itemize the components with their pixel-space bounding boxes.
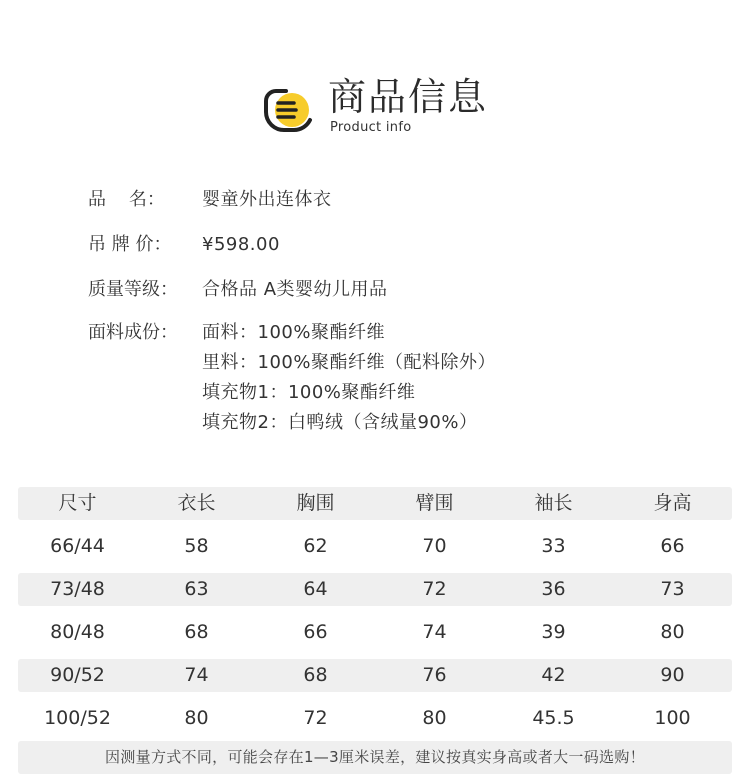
table-cell: 66 (303, 621, 328, 643)
table-cell: 74 (184, 664, 209, 686)
table-cell: 74 (422, 621, 447, 643)
table-cell: 66 (660, 535, 685, 557)
table-cell: 90 (660, 664, 685, 686)
table-cell: 100 (654, 707, 691, 729)
info-label: 品 名： (88, 189, 165, 210)
table-row (18, 573, 732, 606)
table-cell: 33 (541, 535, 566, 557)
info-label: 面料成份： (88, 322, 178, 343)
table-cell: 80/48 (50, 621, 105, 643)
table-cell: 70 (422, 535, 447, 557)
table-row (18, 530, 732, 563)
table-cell: 73 (660, 578, 685, 600)
table-cell: 63 (184, 578, 209, 600)
table-cell: 80 (184, 707, 209, 729)
table-cell: 66/44 (50, 535, 105, 557)
table-cell: 73/48 (50, 578, 105, 600)
material-line: 填充物1：100%聚酯纤维 (202, 382, 416, 403)
table-row (18, 616, 732, 649)
table-cell: 36 (541, 578, 566, 600)
info-value: 合格品 A类婴幼儿用品 (202, 279, 388, 300)
material-line: 面料：100%聚酯纤维 (202, 322, 385, 343)
table-cell: 58 (184, 535, 209, 557)
table-cell: 45.5 (532, 707, 575, 729)
table-cell: 68 (184, 621, 209, 643)
table-cell: 39 (541, 621, 566, 643)
info-label: 吊 牌 价： (88, 234, 172, 255)
table-cell: 64 (303, 578, 328, 600)
table-cell: 80 (422, 707, 447, 729)
info-value: ¥598.00 (202, 234, 280, 255)
material-line: 里料：100%聚酯纤维（配料除外） (202, 352, 496, 373)
size-table (18, 487, 732, 745)
page-subtitle: Product info (330, 120, 412, 135)
table-cell: 62 (303, 535, 328, 557)
column-header: 袖长 (534, 492, 573, 514)
table-cell: 72 (303, 707, 328, 729)
material-line: 填充物2：白鸭绒（含绒量90%） (202, 412, 478, 433)
measurement-note: 因测量方式不同，可能会存在1—3厘米误差，建议按真实身高或者大一码选购！ (18, 741, 732, 774)
table-cell: 80 (660, 621, 685, 643)
table-cell: 68 (303, 664, 328, 686)
column-header: 尺寸 (58, 492, 97, 514)
column-header: 胸围 (296, 492, 335, 514)
column-header: 衣长 (177, 492, 216, 514)
table-cell: 100/52 (44, 707, 111, 729)
document-lines-icon (264, 84, 314, 132)
table-header-row (18, 487, 732, 520)
info-label: 质量等级： (88, 279, 178, 300)
table-cell: 90/52 (50, 664, 105, 686)
column-header: 臂围 (415, 492, 454, 514)
table-row (18, 659, 732, 692)
section-header (264, 76, 524, 140)
table-cell: 76 (422, 664, 447, 686)
column-header: 身高 (653, 492, 692, 514)
table-cell: 42 (541, 664, 566, 686)
table-cell: 72 (422, 578, 447, 600)
info-value: 婴童外出连体衣 (202, 189, 332, 210)
page-title: 商品信息 (328, 75, 489, 119)
table-row (18, 702, 732, 735)
